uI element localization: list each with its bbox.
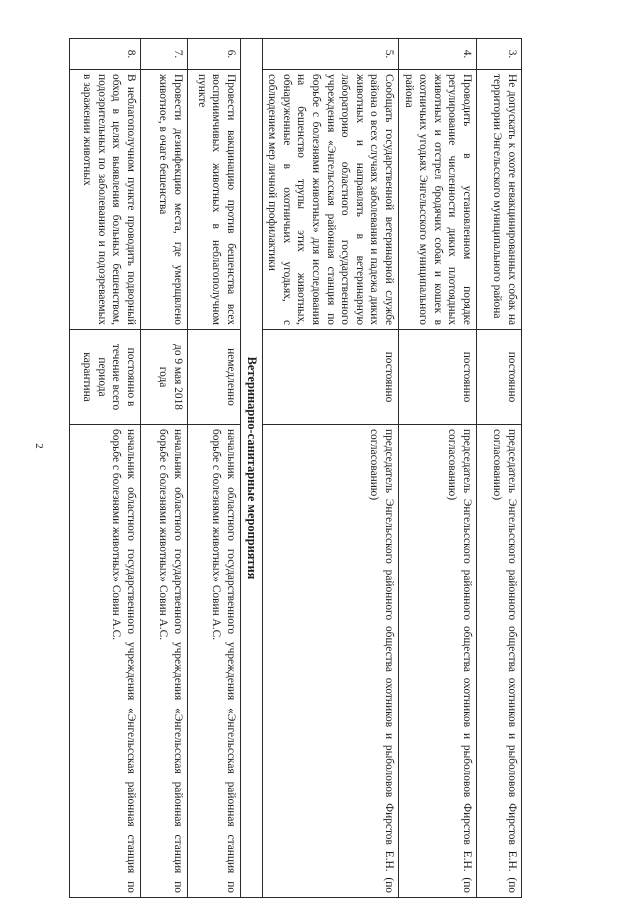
task-cell: В неблагополучном пункте проводить подворный обход в целях выявления больных бешенством, подозрительных по заболеванию и подозреваемых в заражении животных bbox=[70, 70, 141, 330]
term-cell: постоянно bbox=[262, 330, 398, 425]
task-cell: Провести вакцинацию против бешенства всех восприимчивых животных в неблагополучном пункте bbox=[188, 70, 241, 330]
measures-table bbox=[69, 38, 522, 898]
task-cell: Провести дезинфекцию места, где умерщвлено животное, в очаге бешенства bbox=[141, 70, 188, 330]
term-cell: постоянно в течение всего периода карантина bbox=[70, 330, 141, 425]
document-page bbox=[72, 38, 522, 898]
page-number: 2 bbox=[32, 443, 45, 449]
task-cell: Сообщать государственной ветеринарной службе района о всех случаях заболевания и падежа диких животных и направлять в ветеринарную лабораторию областного государственного учреждения «Энгельсская районная станция по борьбе с болезнями животных» для исследования на бешенство трупы этих животных, обнаруженные в охотничьих угодьях, с соблюдением мер личной профилактики bbox=[262, 70, 398, 330]
responsible-cell: председатель Энгельсского районного общества охотников и рыболовов Фирстов Е.Н. (по согласованию) bbox=[399, 425, 477, 898]
row-number: 4. bbox=[399, 39, 477, 70]
row-number: 8. bbox=[70, 39, 141, 70]
responsible-cell: начальник областного государственного учреждения «Энгельсская районная станция по борьбе с болезнями животных» Совин А.С. bbox=[70, 425, 141, 898]
term-cell: постоянно bbox=[477, 330, 522, 425]
table-row bbox=[399, 39, 477, 898]
table-row bbox=[262, 39, 398, 898]
task-cell: Проводить в установленном порядке регулирование численности диких плотоядных животных и отстрел бродячих собак и кошек в охотничьих угодьях Энгельсского муниципального района bbox=[399, 70, 477, 330]
term-cell: до 9 мая 2018 года bbox=[141, 330, 188, 425]
term-cell: постоянно bbox=[399, 330, 477, 425]
table-row bbox=[70, 39, 141, 898]
responsible-cell: председатель Энгельсского районного общества охотников и рыболовов Фирстов Е.Н. (по согласованию) bbox=[477, 425, 522, 898]
row-number: 5. bbox=[262, 39, 398, 70]
responsible-cell: начальник областного государственного учреждения «Энгельсская районная станция по борьбе с болезнями животных» Совин А.С. bbox=[141, 425, 188, 898]
responsible-cell: начальник областного государственного учреждения «Энгельсская районная станция по борьбе с болезнями животных» Совин А.С. bbox=[188, 425, 241, 898]
task-cell: Не допускать к охоте невакцинированных собак на территории Энгельсского муниципального района bbox=[477, 70, 522, 330]
table-row bbox=[188, 39, 241, 898]
table-row bbox=[477, 39, 522, 898]
term-cell: немедленно bbox=[188, 330, 241, 425]
row-number: 7. bbox=[141, 39, 188, 70]
section-title: Ветеринарно-санитарные мероприятия bbox=[241, 39, 263, 898]
section-row bbox=[241, 39, 263, 898]
responsible-cell: председатель Энгельсского районного общества охотников и рыболовов Фирстов Е.Н. (по согласованию) bbox=[262, 425, 398, 898]
table-row bbox=[141, 39, 188, 898]
rotated-content bbox=[72, 38, 522, 898]
row-number: 3. bbox=[477, 39, 522, 70]
row-number: 6. bbox=[188, 39, 241, 70]
